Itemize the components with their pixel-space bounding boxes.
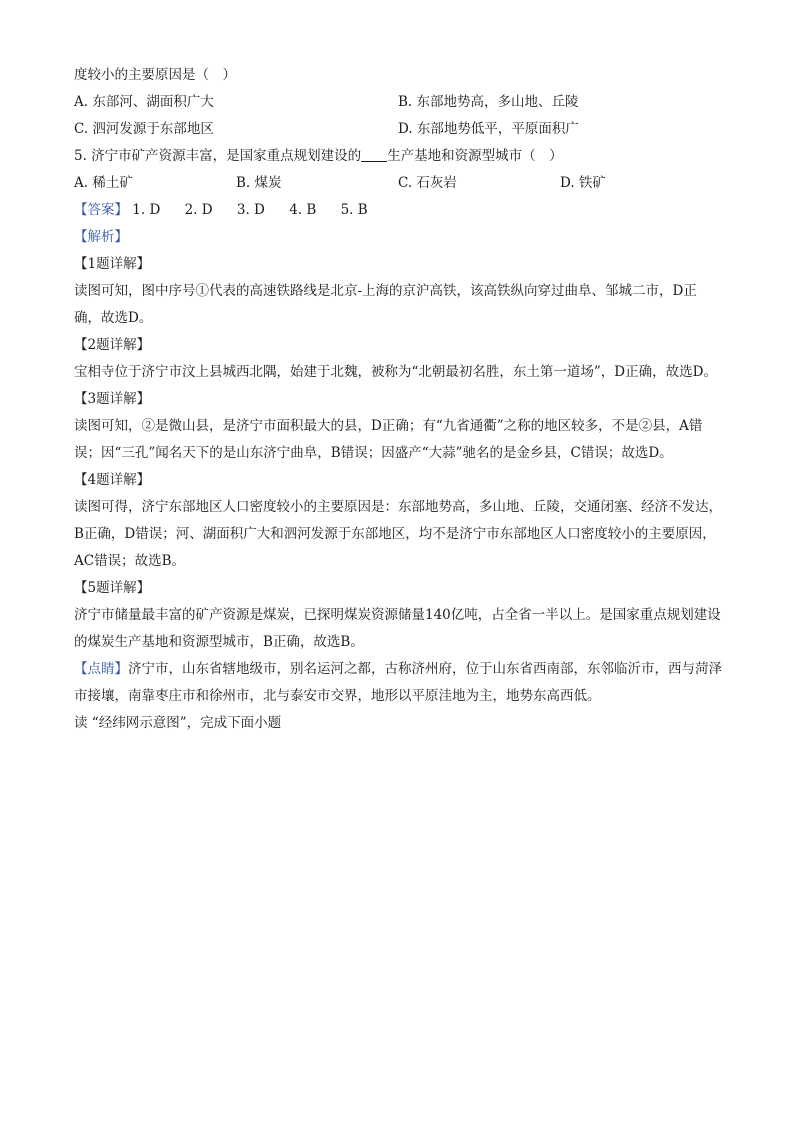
q5-blank	[361, 146, 387, 162]
answer-item: 2. D	[184, 202, 213, 218]
answer-item: 4. B	[289, 202, 317, 218]
q5-stem-before: 5. 济宁市矿产资源丰富，是国家重点规划建设的	[74, 148, 362, 164]
detail-5-heading: 【5题详解】	[74, 580, 151, 596]
answer-item: 5. B	[340, 202, 368, 218]
point-paragraph	[74, 656, 722, 710]
q5-stem	[74, 143, 722, 170]
detail-2-text: 宝相寺位于济宁市汶上县城西北隅，始建于北魏，被称为“北朝最初名胜，东土第一道场”，D正确，故选D。	[74, 364, 717, 380]
document-page	[74, 62, 722, 737]
q4-option-b: B. 东部地势高，多山地、丘陵	[398, 94, 579, 110]
q4-options-row-2	[74, 116, 722, 143]
q4-option-d: D. 东部地势低平，平原面积广	[398, 121, 579, 137]
detail-5-text: 济宁市储量最丰富的矿产资源是煤炭，已探明煤炭资源储量140亿吨，占全省一半以上。是国家重点规划建设的煤炭生产基地和资源型城市，B正确，故选B。	[74, 607, 721, 650]
point-label: 【点睛】	[74, 661, 128, 677]
q5-options-row	[74, 170, 722, 197]
q5-option-d: D. 铁矿	[560, 175, 606, 191]
q5-stem-after: 生产基地和资源型城市（ ）	[387, 148, 563, 164]
detail-3-heading: 【3题详解】	[74, 391, 151, 407]
answer-item: 3. D	[236, 202, 265, 218]
q5-option-a: A. 稀土矿	[74, 175, 133, 191]
q4-option-a: A. 东部河、湖面积广大	[74, 94, 214, 110]
point-text: 济宁市，山东省辖地级市，别名运河之都，古称济州府，位于山东省西南部，东邻临沂市，西与菏泽市接壤，南靠枣庄市和徐州市，北与泰安市交界，地形以平原洼地为主，地势东高西低。	[74, 661, 722, 704]
q4-option-c: C. 泗河发源于东部地区	[74, 121, 214, 137]
detail-1-heading: 【1题详解】	[74, 256, 151, 272]
q4-options-row-1	[74, 89, 722, 116]
next-question-prompt: 读 “经纬网示意图”，完成下面小题	[74, 715, 282, 731]
detail-4-text: 读图可得，济宁东部地区人口密度较小的主要原因是：东部地势高，多山地、丘陵，交通闭塞、经济不发达，B正确，D错误；河、湖面积广大和泗河发源于东部地区，均不是济宁市东部地区人口密度较小的主要原因，AC错误；故选B。	[74, 499, 722, 569]
q4-stem-end: 度较小的主要原因是（ ）	[74, 67, 236, 83]
q5-option-b: B. 煤炭	[236, 175, 282, 191]
detail-1-text: 读图可知，图中序号①代表的高速铁路线是北京-上海的京沪高铁，该高铁纵向穿过曲阜、邹城二市，D正确，故选D。	[74, 283, 697, 326]
answer-label: 【答案】	[74, 202, 128, 218]
analysis-label: 【解析】	[74, 229, 128, 245]
detail-3-text: 读图可知，②是微山县，是济宁市面积最大的县，D正确；有“九省通衢”之称的地区较多，不是②县，A错误；因“三孔”闻名天下的是山东济宁曲阜，B错误；因盛产“大蒜”驰名的是金乡县，C错误；故选D。	[74, 418, 703, 461]
q5-option-c: C. 石灰岩	[398, 175, 457, 191]
answer-item: 1. D	[132, 202, 161, 218]
answer-line	[74, 197, 722, 224]
detail-2-heading: 【2题详解】	[74, 337, 151, 353]
detail-4-heading: 【4题详解】	[74, 472, 151, 488]
